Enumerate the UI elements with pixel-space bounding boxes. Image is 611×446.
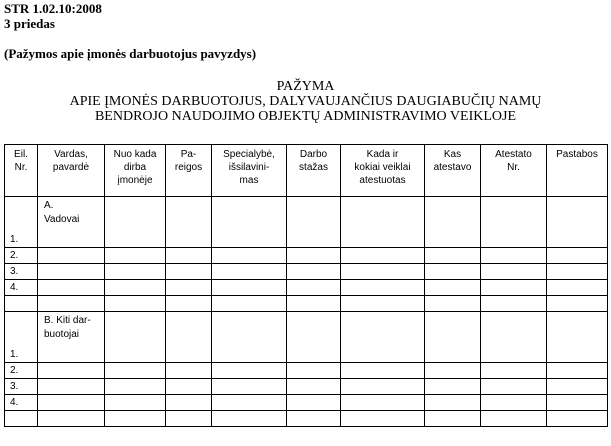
table-cell	[341, 312, 425, 363]
section-row	[5, 197, 608, 248]
table-cell	[425, 296, 481, 312]
column-header-text: stažas	[299, 162, 328, 173]
table-cell	[212, 395, 287, 411]
section-label-text: A.	[44, 200, 54, 211]
table-cell	[166, 264, 212, 280]
table-cell	[425, 197, 481, 248]
table-cell	[547, 411, 608, 427]
row-number: 1.	[5, 197, 38, 248]
table-cell	[212, 264, 287, 280]
doc-subtitle-line-1: APIE ĮMONĖS DARBUOTOJUS, DALYVAUJANČIUS DAUGIABUČIŲ NAMŲ	[69, 94, 542, 109]
section-label-text: Vadovai	[44, 214, 80, 225]
table-cell	[166, 411, 212, 427]
table-cell	[212, 312, 287, 363]
column-header-text: Nuo kada	[113, 149, 157, 160]
section-label-text: B. Kiti dar-	[44, 315, 91, 326]
table-cell	[547, 248, 608, 264]
table-cell	[38, 395, 105, 411]
section-label-text: buotojai	[44, 329, 80, 340]
table-cell	[105, 296, 166, 312]
table-cell	[105, 197, 166, 248]
table-cell	[341, 363, 425, 379]
row-number: 2.	[5, 248, 38, 264]
table-cell	[38, 264, 105, 280]
column-header-text: Vardas,	[54, 149, 88, 160]
table-cell	[481, 264, 547, 280]
table-cell	[287, 280, 341, 296]
section-label	[38, 312, 105, 363]
table-cell	[481, 280, 547, 296]
table-cell	[341, 379, 425, 395]
table-cell	[105, 312, 166, 363]
table-cell	[481, 411, 547, 427]
table-cell	[287, 264, 341, 280]
column-header-text: reigos	[174, 162, 203, 173]
column-header-text: pavardė	[52, 162, 90, 173]
column-header-text: Kada ir	[366, 149, 399, 160]
section-label	[38, 197, 105, 248]
doc-title: PAŽYMA	[276, 79, 335, 94]
table-cell	[547, 280, 608, 296]
column-header-text: Atestato	[495, 149, 532, 160]
column-header	[287, 145, 341, 197]
header-row	[5, 145, 608, 197]
column-header-text: Eil.	[14, 149, 28, 160]
table-cell	[341, 411, 425, 427]
table-cell	[166, 379, 212, 395]
table-cell	[287, 411, 341, 427]
standard-code: STR 1.02.10:2008	[4, 1, 102, 16]
column-header	[38, 145, 105, 197]
table-cell	[166, 248, 212, 264]
table-cell	[547, 264, 608, 280]
table-cell	[547, 197, 608, 248]
table-cell	[105, 280, 166, 296]
table-cell	[166, 197, 212, 248]
table-cell	[341, 280, 425, 296]
table-cell	[481, 363, 547, 379]
table-cell	[287, 395, 341, 411]
employee-form-table	[4, 144, 608, 427]
table-row	[5, 363, 608, 379]
column-header-text: atestavo	[433, 162, 472, 173]
table-cell	[105, 395, 166, 411]
section-row	[5, 312, 608, 363]
column-header-text: Specialybė,	[223, 149, 275, 160]
table-cell	[547, 395, 608, 411]
table-cell	[481, 197, 547, 248]
table-cell	[287, 379, 341, 395]
column-header	[166, 145, 212, 197]
column-header-text: kokiai veiklai	[354, 162, 411, 173]
table-cell	[166, 280, 212, 296]
row-number: 2.	[5, 363, 38, 379]
table-cell	[425, 411, 481, 427]
column-header-text: išsilavini-	[228, 162, 270, 173]
table-cell	[547, 379, 608, 395]
table-row	[5, 296, 608, 312]
table-cell	[212, 363, 287, 379]
table-cell	[166, 296, 212, 312]
column-header	[547, 145, 608, 197]
table-cell	[481, 379, 547, 395]
table-row	[5, 411, 608, 427]
table-cell	[105, 379, 166, 395]
table-cell	[547, 312, 608, 363]
table-cell	[425, 280, 481, 296]
table-cell	[105, 248, 166, 264]
table-cell	[166, 312, 212, 363]
table-cell	[212, 280, 287, 296]
column-header	[105, 145, 166, 197]
table-row	[5, 264, 608, 280]
column-header	[5, 145, 38, 197]
table-cell	[166, 363, 212, 379]
table-row	[5, 379, 608, 395]
table-cell	[166, 395, 212, 411]
table-cell	[481, 312, 547, 363]
table-cell	[547, 363, 608, 379]
table-cell	[212, 296, 287, 312]
table-cell	[341, 395, 425, 411]
example-note: (Pažymos apie įmonės darbuotojus pavyzdys)	[4, 46, 257, 61]
table-cell	[425, 379, 481, 395]
table-row	[5, 395, 608, 411]
column-header-text: Pa-	[180, 149, 197, 160]
table-cell	[212, 248, 287, 264]
table-cell	[105, 363, 166, 379]
column-header	[212, 145, 287, 197]
table-cell	[38, 296, 105, 312]
column-header-text: dirba	[123, 162, 147, 173]
table-cell	[425, 312, 481, 363]
table-cell	[212, 411, 287, 427]
table-row	[5, 248, 608, 264]
row-number	[5, 296, 38, 312]
table-cell	[481, 248, 547, 264]
table-cell	[38, 411, 105, 427]
table-cell	[425, 264, 481, 280]
column-header-text: Darbo	[299, 149, 328, 160]
column-header-text: atestuotas	[359, 175, 406, 186]
column-header	[341, 145, 425, 197]
column-header-text: mas	[239, 175, 259, 186]
table-cell	[105, 411, 166, 427]
table-cell	[481, 395, 547, 411]
table-cell	[341, 296, 425, 312]
row-number: 3.	[5, 264, 38, 280]
table-cell	[425, 363, 481, 379]
table-cell	[287, 197, 341, 248]
table-cell	[212, 379, 287, 395]
column-header	[425, 145, 481, 197]
column-header-text: Pastabos	[556, 149, 598, 160]
table-cell	[212, 197, 287, 248]
table-cell	[481, 296, 547, 312]
table-cell	[287, 248, 341, 264]
table-row	[5, 280, 608, 296]
table-cell	[38, 379, 105, 395]
table-cell	[547, 296, 608, 312]
column-header	[481, 145, 547, 197]
column-header-text: Nr.	[507, 162, 520, 173]
table-cell	[287, 296, 341, 312]
row-number: 4.	[5, 280, 38, 296]
table-cell	[105, 264, 166, 280]
table-cell	[38, 280, 105, 296]
appendix-label: 3 priedas	[4, 16, 55, 31]
row-number: 3.	[5, 379, 38, 395]
column-header-text: Nr.	[14, 162, 28, 173]
row-number	[5, 411, 38, 427]
table-cell	[425, 248, 481, 264]
column-header-text: Kas	[443, 149, 462, 160]
table-cell	[287, 312, 341, 363]
table-cell	[341, 197, 425, 248]
column-header-text: įmonėje	[117, 175, 153, 186]
table-cell	[341, 248, 425, 264]
table-cell	[341, 264, 425, 280]
row-number: 4.	[5, 395, 38, 411]
row-number: 1.	[5, 312, 38, 363]
table-cell	[287, 363, 341, 379]
table-cell	[38, 363, 105, 379]
doc-subtitle-line-2: BENDROJO NAUDOJIMO OBJEKTŲ ADMINISTRAVIMO VEIKLOJE	[94, 109, 517, 124]
table-cell	[38, 248, 105, 264]
table-cell	[425, 395, 481, 411]
